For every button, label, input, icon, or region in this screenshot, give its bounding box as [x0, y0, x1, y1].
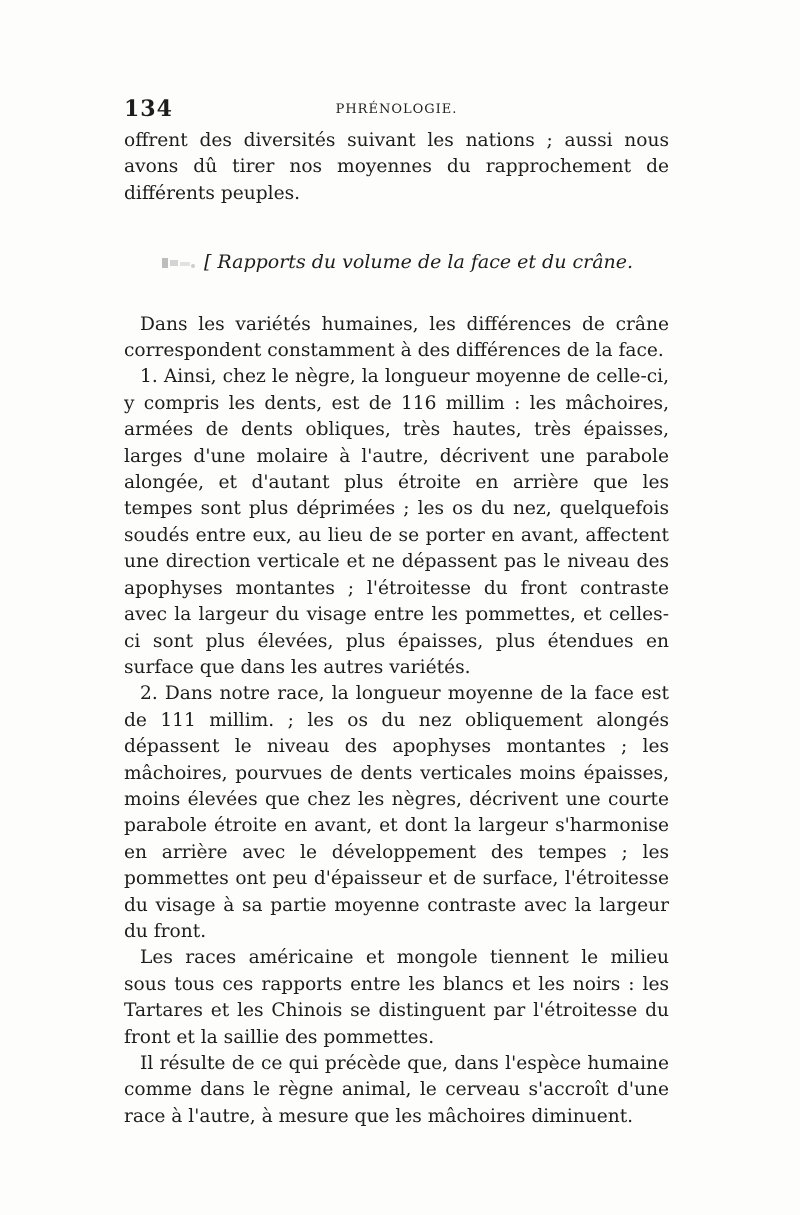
paragraph: Dans les variétés humaines, les différences de crâne correspondent constamment à des différences de la face.: [124, 313, 669, 362]
paragraph: 2. Dans notre race, la longueur moyenne de la face est de 111 millim. ; les os du nez obliquement alongés dépassent le niveau des apophyses montantes ; les mâchoires, pourvues de dents verticales moins épaisses, moins élevées que chez les nègres, décrivent une courte parabole étroite en avant, et dont la largeur s'harmonise en arrière avec le développement des tempes ; les pommettes ont peu d'épaisseur et de surface, l'étroitesse du visage à sa partie moyenne contraste avec la largeur du front.: [124, 683, 669, 942]
paragraph-continued: offrent des diversités suivant les nations ; aussi nous avons dû tirer nos moyennes du rapprochement de différents peuples.: [124, 130, 669, 204]
smudge-ornament-icon: [160, 254, 198, 272]
paragraph: Il résulte de ce qui précède que, dans l'espèce humaine comme dans le règne animal, le cerveau s'accroît d'une race à l'autre, à mesure que les mâchoires diminuent.: [124, 1053, 669, 1127]
body-text: [124, 128, 669, 1130]
section-heading: [124, 249, 669, 275]
page-number: 134: [124, 96, 173, 122]
paragraph: Les races américaine et mongole tiennent le milieu sous tous ces rapports entre les blancs et les noirs : les Tartares et les Chinois se distinguent par l'étroitesse du front et la saillie des pommettes.: [124, 947, 669, 1048]
paragraph: 1. Ainsi, chez le nègre, la longueur moyenne de celle-ci, y compris les dents, est de 116 millim : les mâchoires, armées de dents obliques, très hautes, très épaisses, larges d'une molaire à l'autre, décrivent une parabole alongée, et d'autant plus étroite en arrière que les tempes sont plus déprimées ; les os du nez, quelquefois soudés entre eux, au lieu de se porter en avant, affectent une direction verticale et ne dépassent pas le niveau des apophyses montantes ; l'étroitesse du front contraste avec la largeur du visage entre les pommettes, et celles-ci sont plus élevées, plus épaisses, plus étendues en surface que dans les autres variétés.: [124, 366, 669, 678]
section-heading-text: [ Rapports du volume de la face et du crâne.: [203, 251, 634, 274]
page-header: [124, 96, 669, 122]
running-title: PHRÉNOLOGIE.: [335, 102, 458, 117]
